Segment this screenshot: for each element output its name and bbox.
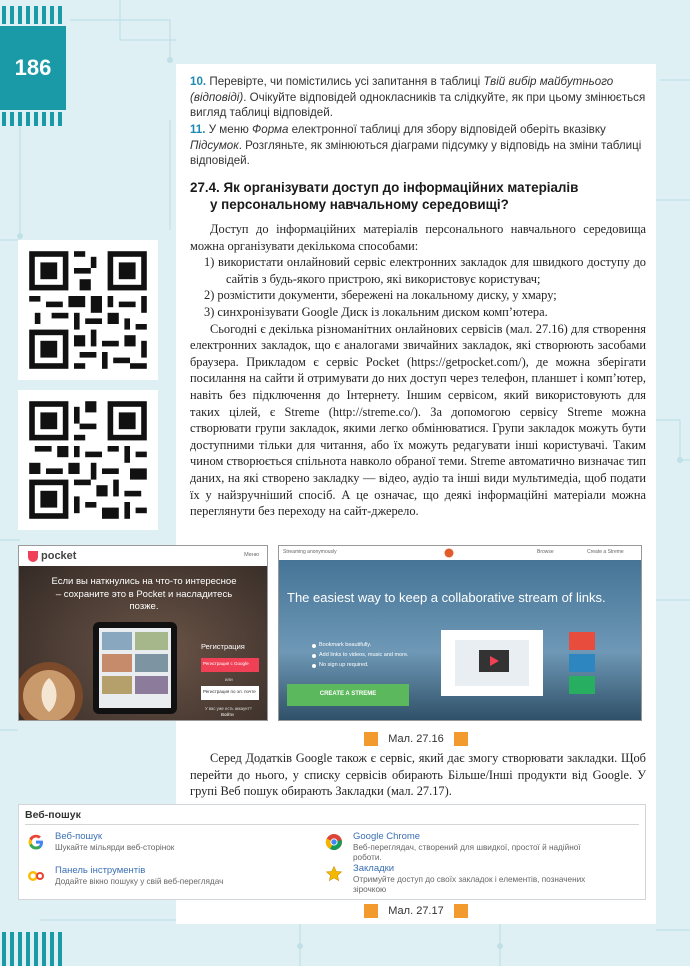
section-heading (190, 180, 646, 213)
service-description: Веб-переглядач, створений для швидкої, простої й надійної роботи. (353, 843, 581, 862)
list-item: 1) використати онлайновий сервіс електронних закладок для швидкого доступу до сайтів з будь-якого пристрою, які використовує користувач; (204, 255, 646, 286)
list-item: 2) розмістити документи, збережені на локальному диску, у хмару; (204, 288, 557, 303)
step-10-text-b: Твій вибір майбутнього (відповіді) (190, 75, 614, 104)
step-11 (190, 122, 646, 169)
streme-create-button[interactable]: CREATE A STREME (319, 691, 377, 697)
service-title[interactable]: Веб-пошук (55, 831, 103, 842)
figure-27-16-caption-text: Мал. 27.16 (388, 733, 444, 745)
qr-code-1[interactable] (18, 240, 158, 380)
step-11-number: 11. (190, 123, 206, 136)
service-title[interactable]: Панель інструментів (55, 865, 146, 876)
step-10-text-a: Перевірте, чи помістились усі запитання в таблиці (209, 75, 484, 88)
section-heading-line-2: у персональному навчальному середовищі? (210, 196, 509, 212)
pocket-headline-line: Если вы наткнулись на что-то интересное (51, 576, 237, 587)
google-icon (27, 833, 45, 851)
pocket-background-image (19, 546, 268, 721)
pocket-headline (31, 576, 257, 614)
pocket-menu[interactable]: Меню (244, 552, 259, 558)
web-search-panel (18, 804, 646, 900)
streme-bullet: Bookmark beautifully. (319, 642, 372, 648)
service-toolbar[interactable] (27, 865, 307, 899)
list-item: 3) синхронізувати Google Диск із локальним диском комп’ютера. (204, 304, 548, 319)
pocket-google-button[interactable]: Регистрация с Google (203, 661, 249, 666)
step-11-text-c: електронної таблиці для збору відповідей оберіть вказівку (288, 123, 606, 136)
pocket-login-question: У вас уже есть аккаунт? (205, 706, 252, 711)
step-10 (190, 74, 646, 121)
page-number: 186 (0, 26, 66, 110)
figure-27-17-caption (176, 903, 656, 919)
step-10-number: 10. (190, 75, 207, 88)
streme-nav-create[interactable]: Create a Streme (587, 549, 624, 555)
pocket-headline-line: позже. (129, 601, 159, 612)
service-web-search[interactable] (27, 831, 307, 865)
service-chrome[interactable] (325, 831, 605, 865)
qr-code-1-icon (18, 240, 158, 380)
caption-marker (454, 904, 468, 918)
star-icon (325, 865, 343, 883)
service-description: Отримуйте доступ до своїх закладок і елементів, позначених зірочкою (353, 875, 586, 894)
section-heading-line-1: 27.4. Як організувати доступ до інформаційних матеріалів (190, 180, 579, 195)
service-title[interactable]: Google Chrome (353, 831, 421, 842)
streme-screenshot[interactable] (278, 545, 642, 721)
step-11-text-b: Форма (252, 123, 289, 136)
pocket-headline-line: – сохраните это в Pocket и насладитесь (55, 588, 233, 600)
pocket-or-label: или (225, 677, 233, 682)
step-11-text-a: У меню (208, 123, 253, 136)
pocket-logo: pocket (41, 550, 77, 562)
body-text (190, 221, 646, 520)
service-description: Додайте вікно пошуку у свій веб-переглядач (55, 877, 224, 886)
streme-nav-left[interactable]: Streaming anonymously (283, 549, 337, 555)
streme-bullet: No sign up required. (319, 662, 369, 668)
service-title[interactable]: Закладки (353, 863, 395, 874)
google-bookmarks-text: Серед Додатків Google також є сервіс, який дає змогу створювати закладки. Щоб перейти до нього, у списку сервісів обирають Більше/Інші продукти від Google. У групі Веб пошук обирають Закладки (мал. 27.17). (190, 751, 646, 799)
divider (25, 824, 639, 825)
service-bookmarks[interactable] (325, 863, 605, 897)
qr-code-2[interactable] (18, 390, 158, 530)
streme-nav-browse[interactable]: Browse (537, 549, 554, 555)
intro-paragraph: Доступ до інформаційних матеріалів персонального навчального середовища можна організувати декількома способами: (190, 222, 646, 253)
figure-27-16-caption (176, 731, 656, 747)
web-search-title: Веб-пошук (25, 809, 81, 821)
caption-marker (364, 904, 378, 918)
streme-tagline: The easiest way to keep a collaborative stream of links. (287, 590, 606, 605)
pocket-login-link[interactable]: Войти (221, 712, 234, 717)
step-10-text-c: . Очікуйте відповідей однокласників та слідкуйте, як при цьому змінюється вигляд таблиці відповідей. (190, 90, 646, 119)
caption-marker (364, 732, 378, 746)
figure-27-17-caption-text: Мал. 27.17 (388, 905, 444, 917)
toolbar-icon (27, 867, 45, 885)
caption-marker (454, 732, 468, 746)
service-description: Шукайте мільярди веб-сторінок (55, 843, 175, 852)
pocket-screenshot[interactable] (18, 545, 268, 721)
services-paragraph: Сьогодні є декілька різноманітних онлайнових сервісів (мал. 27.16) для створення електронних закладок, що є аналогами звичайних закладок, які створюють засобами браузера. Прикладом є сервіс Pocket (https://getpocket.com/), де можна зберігати посилання на сайти й отримувати до них доступ через телефон, планшет і комп’ютер, навіть без підключення до Інтернету. Іншим сервісом, який використовують для таких цілей, є Streme (http://streme.co/). За допомогою сервісу Streme можна створювати групи закладок, якими легко обмінюватися. Групи закладок можуть бути доступними тільки для читання, або їх можуть редагувати інші користувачі. Таким чином створюється спільнота навколо обраної теми. Streme автоматично визначає тип даних, на які створено закладку — відео, аудіо та інші види мультимедіа, щоб подати їх у найзручніший спосіб. А це означає, що деякі інформаційні матеріали можна переглянути без переходу на сайт-джерело. (190, 321, 646, 519)
pocket-register-label: Регистрация (201, 642, 245, 651)
step-11-text-d: Підсумок (190, 138, 239, 152)
qr-code-2-icon (18, 390, 158, 530)
chrome-icon (325, 833, 343, 851)
streme-bullet: Add links to videos, music and more. (319, 652, 409, 658)
pocket-email-button[interactable]: Регистрация по эл. почте (203, 689, 256, 694)
step-11-text-e: . Розгляньте, як змінюються діаграми підсумку у відповідь на зміни таблиці відповідей. (190, 138, 642, 167)
google-bookmarks-paragraph (190, 750, 646, 800)
